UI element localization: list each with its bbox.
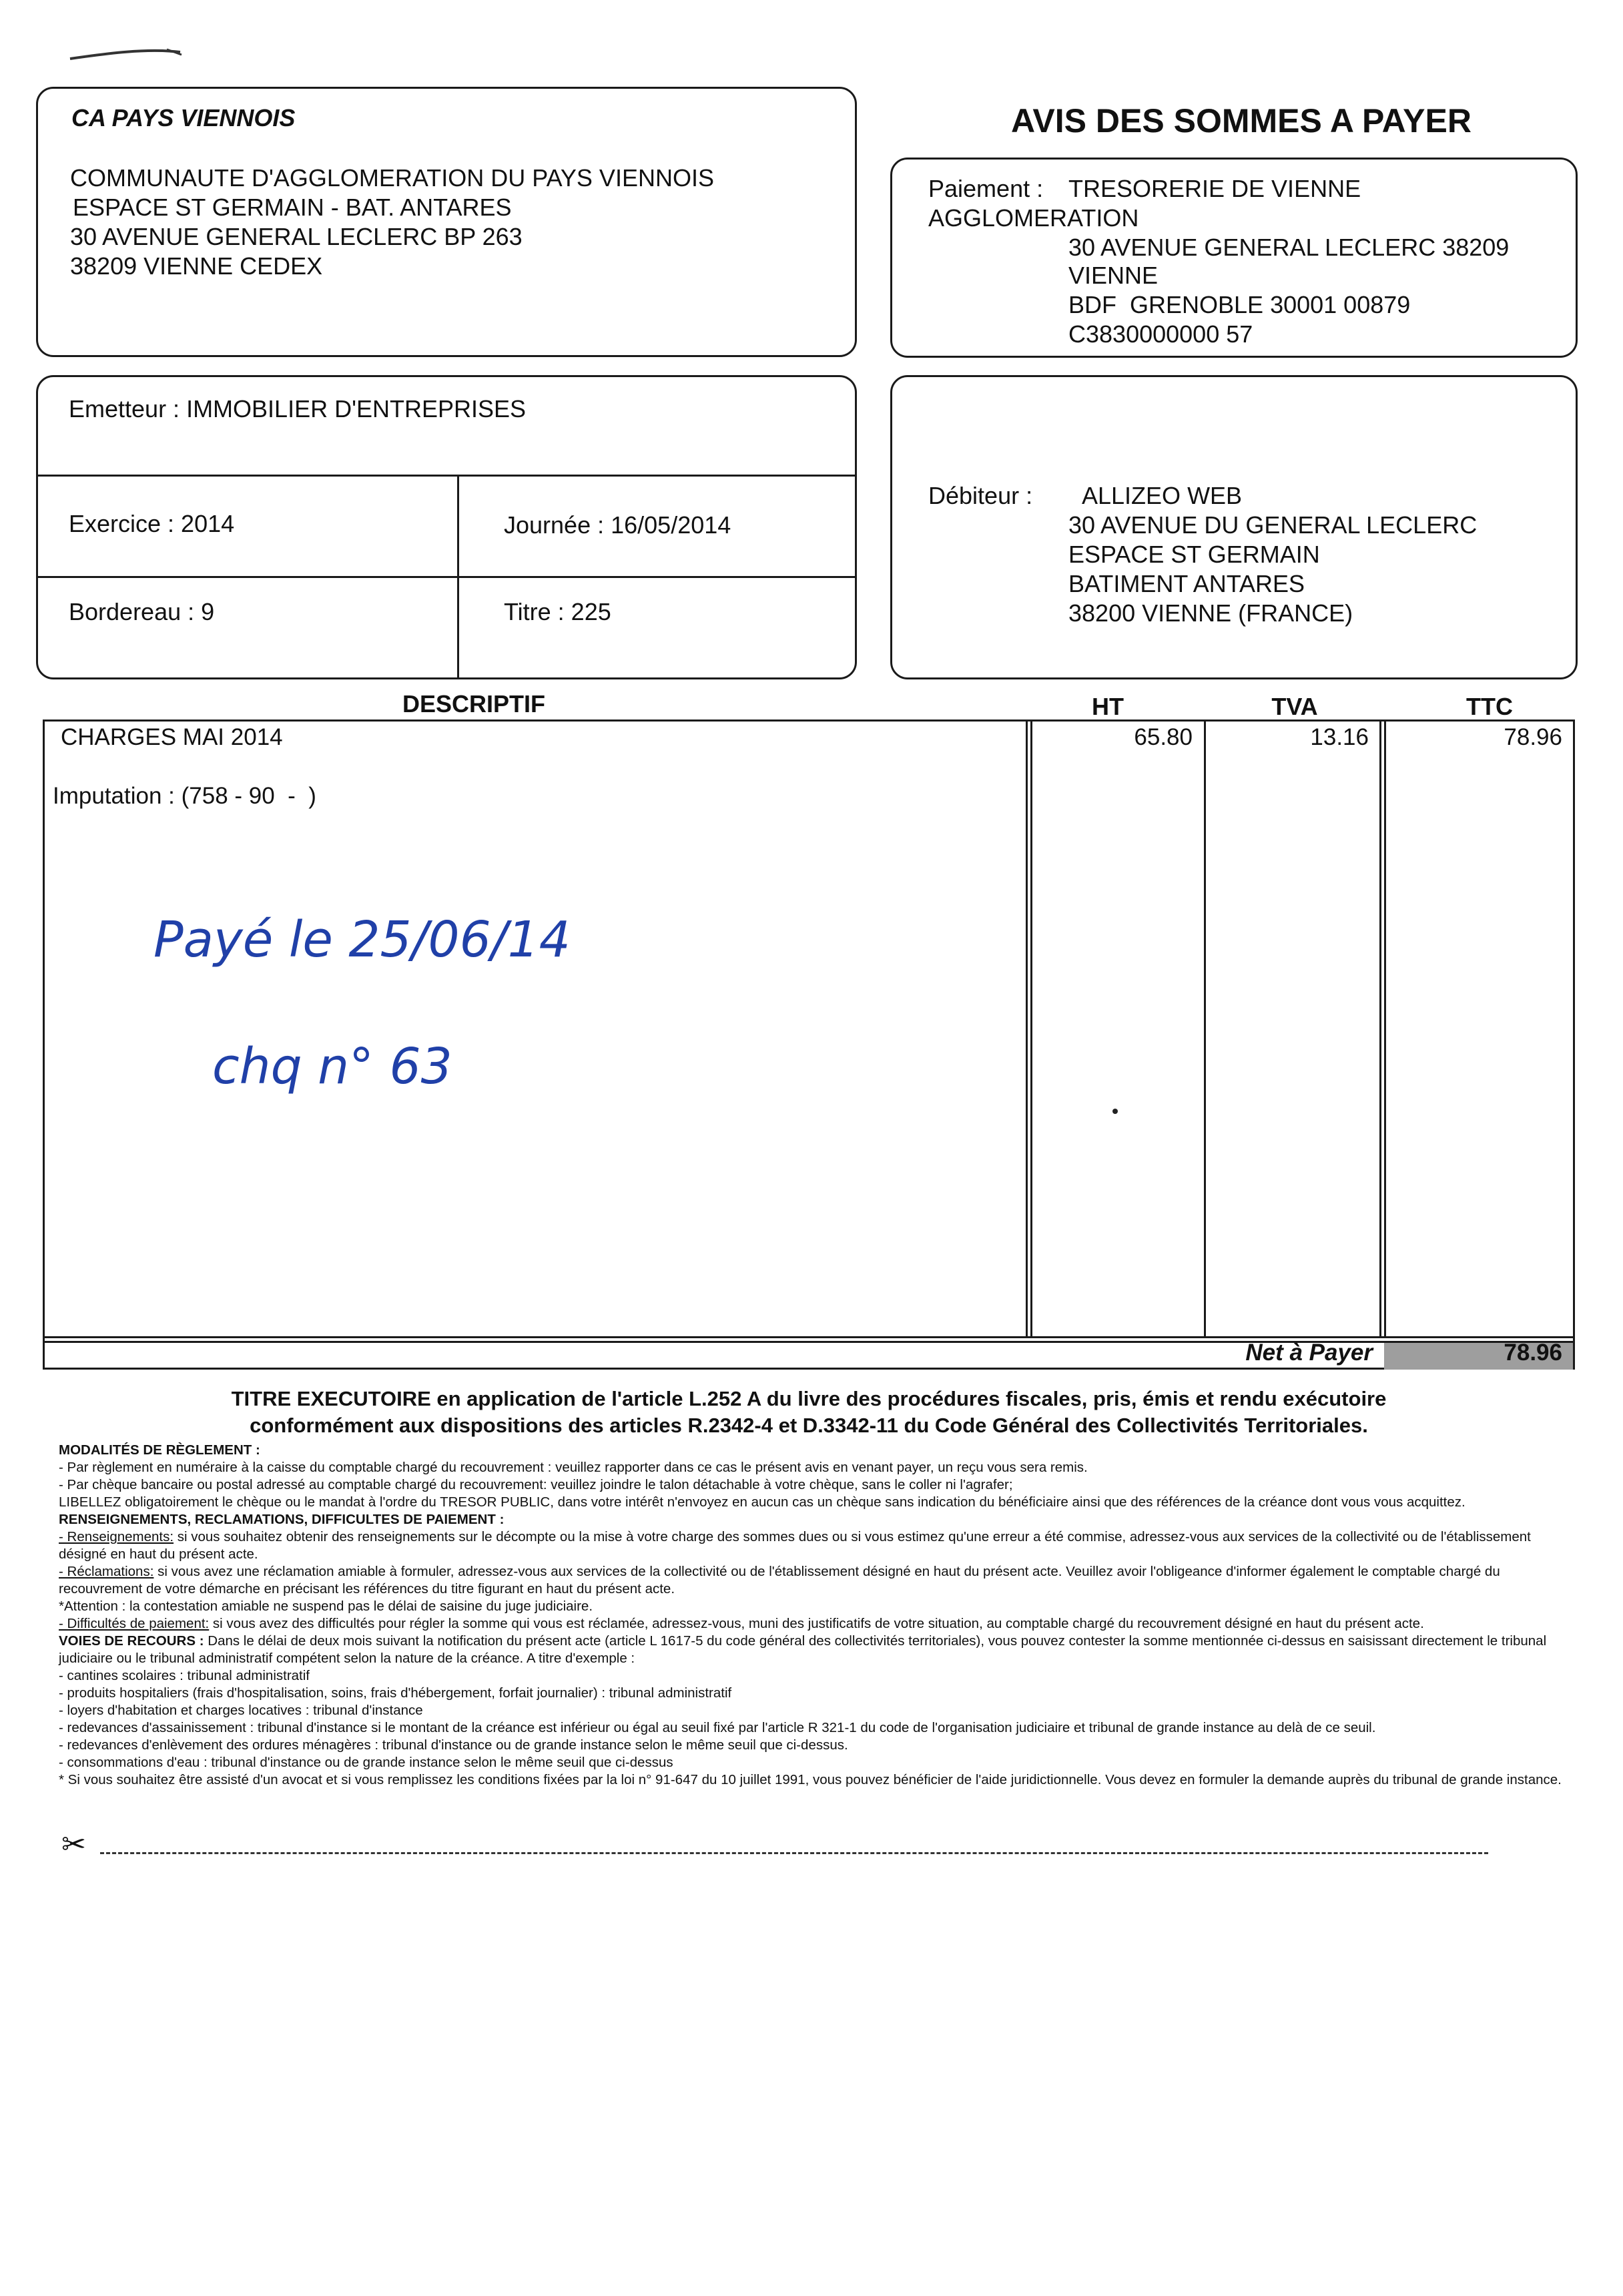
issuer-line-3: 30 AVENUE GENERAL LECLERC BP 263	[70, 223, 523, 250]
net-row-divider	[45, 1336, 1573, 1338]
handwritten-cheque-note: chq n° 63	[212, 1038, 452, 1095]
legal-line: si vous avez des difficultés pour régler la somme qui vous est réclamée, adressez-vous, muni des justificatifs de votre situation, au comptable chargé du recouvrement désigné en haut du présent acte.	[209, 1616, 1424, 1631]
debtor-box	[890, 375, 1578, 679]
legal-line: si vous avez une réclamation amiable à formuler, adressez-vous aux services de la collectivité ou de l'établissement désigné en haut du présent acte. Veuillez avoir l'obligeance d'informer également le comptable chargé du	[153, 1564, 1500, 1579]
payment-line-4: VIENNE	[1068, 262, 1159, 289]
legal-line: si vous souhaitez obtenir des renseignements sur le décompte ou la mise à votre charge des sommes dues ou si vous estimez qu'une erreur a été commise, adressez-vous aux services de la collectivité ou de l'établissement	[174, 1529, 1531, 1544]
legal-line: recouvrement de votre démarche en précisant les références du titre figurant en haut du présent acte.	[59, 1581, 675, 1597]
header-descriptif: DESCRIPTIF	[402, 690, 545, 718]
emitter-box	[36, 375, 857, 679]
payment-line-6: C3830000000 57	[1068, 320, 1253, 348]
legal-line: désigné en haut du présent acte.	[59, 1546, 258, 1562]
col-divider-desc	[1026, 722, 1028, 1338]
legal-line: judiciaire ou le tribunal administratif compétent selon la nature de la créance. A titre d'exemple :	[59, 1651, 635, 1666]
emitter-divider-2	[38, 576, 855, 578]
issuer-name: CA PAYS VIENNOIS	[71, 104, 296, 131]
emitter-divider-v	[457, 475, 459, 679]
legal-line: - redevances d'assainissement : tribunal d'instance si le montant de la créance est inférieur ou égal au seuil fixé par l'article R 321-1 du code de l'organisation judiciaire et tribunal de grande instance au delà de ce seuil.	[59, 1720, 1376, 1735]
debtor-label: Débiteur :	[928, 482, 1033, 509]
legal-line: Dans le délai de deux mois suivant la notification du présent acte (article L 1617-5 du code général des collectivités territoriales), vous pouvez contester la somme mentionnée ci-dessus en saisissant directement le tribunal	[204, 1633, 1547, 1649]
col-divider-ht	[1204, 722, 1206, 1338]
line-item-description: CHARGES MAI 2014	[61, 724, 283, 750]
payment-line-5: BDF GRENOBLE 30001 00879	[1068, 291, 1411, 318]
net-value: 78.96	[1504, 1340, 1562, 1366]
issuer-line-4: 38209 VIENNE CEDEX	[70, 252, 323, 280]
header-ttc: TTC	[1466, 693, 1513, 720]
header-ht: HT	[1092, 693, 1124, 720]
journee-field: Journée : 16/05/2014	[504, 511, 731, 539]
legal-heading-voies: VOIES DE RECOURS :	[59, 1633, 204, 1649]
col-divider-desc-2	[1030, 722, 1032, 1338]
legal-line: - consommations d'eau : tribunal d'instance ou de grande instance selon le même seuil que ci-dessus	[59, 1755, 673, 1770]
col-divider-tva-2	[1384, 722, 1386, 1338]
emitter-text: Emetteur : IMMOBILIER D'ENTREPRISES	[69, 395, 527, 422]
issuer-box	[36, 87, 857, 357]
legal-heading-modalites: MODALITÉS DE RÈGLEMENT :	[59, 1442, 260, 1458]
payment-line-3: 30 AVENUE GENERAL LECLERC 38209	[1068, 234, 1510, 261]
col-divider-tva	[1379, 722, 1381, 1338]
debtor-line-2: 30 AVENUE DU GENERAL LECLERC	[1068, 511, 1478, 539]
debtor-line-5: 38200 VIENNE (FRANCE)	[1068, 599, 1353, 627]
pen-stroke-mark	[67, 40, 187, 67]
scissors-icon: ✂	[61, 1828, 86, 1861]
cut-line	[100, 1852, 1488, 1854]
titre-field: Titre : 225	[504, 598, 611, 625]
issuer-line-1: COMMUNAUTE D'AGGLOMERATION DU PAYS VIENNOIS	[70, 164, 714, 192]
debtor-line-1: ALLIZEO WEB	[1082, 482, 1243, 509]
emitter-divider-1	[38, 475, 855, 477]
exercice-field: Exercice : 2014	[69, 510, 235, 537]
header-tva: TVA	[1271, 693, 1318, 720]
line-item-ttc: 78.96	[1504, 724, 1562, 750]
legal-line: * Si vous souhaitez être assisté d'un avocat et si vous remplissez les conditions fixées par la loi n° 91-647 du 10 juillet 1991, vous pouvez bénéficier de l'aide juridictionnelle. Vous devez en formuler la demande auprès du tribunal de grande instance.	[59, 1772, 1562, 1787]
debtor-line-4: BATIMENT ANTARES	[1068, 570, 1305, 597]
legal-line: - cantines scolaires : tribunal administratif	[59, 1668, 310, 1683]
line-item-tva: 13.16	[1310, 724, 1369, 750]
payment-box	[890, 158, 1578, 358]
handwritten-payment-note: Payé le 25/06/14	[153, 911, 571, 968]
legal-notice	[59, 1442, 1587, 1789]
legal-line: - Par règlement en numéraire à la caisse du comptable chargé du recouvrement : veuillez rapporter dans ce cas le présent avis en venant payer, un reçu vous sera remis.	[59, 1460, 1088, 1475]
legal-subheading: - Renseignements:	[59, 1529, 174, 1544]
legal-line: - loyers d'habitation et charges locatives : tribunal d'instance	[59, 1703, 423, 1718]
legal-title-1: TITRE EXECUTOIRE en application de l'article L.252 A du livre des procédures fiscales, pris, émis et rendu exécutoire	[231, 1387, 1387, 1410]
line-item-ht: 65.80	[1134, 724, 1193, 750]
legal-line: *Attention : la contestation amiable ne suspend pas le délai de saisine du juge judiciaire.	[59, 1599, 593, 1614]
legal-subheading: - Réclamations:	[59, 1564, 154, 1579]
document-title: AVIS DES SOMMES A PAYER	[1011, 102, 1472, 139]
issuer-line-2: ESPACE ST GERMAIN - BAT. ANTARES	[73, 194, 512, 221]
legal-line: - produits hospitaliers (frais d'hospitalisation, soins, frais d'hébergement, forfait journalier) : tribunal administratif	[59, 1685, 732, 1701]
legal-line: - redevances d'enlèvement des ordures ménagères : tribunal d'instance ou de grande instance selon le même seuil que ci-dessus.	[59, 1737, 848, 1753]
payment-label: Paiement :	[928, 175, 1044, 202]
small-mark	[1112, 1109, 1118, 1114]
debtor-line-3: ESPACE ST GERMAIN	[1068, 541, 1320, 568]
line-item-imputation: Imputation : (758 - 90 - )	[53, 783, 316, 809]
payment-line-2: AGGLOMERATION	[928, 204, 1139, 232]
legal-subheading: - Difficultés de paiement:	[59, 1616, 210, 1631]
legal-line: LIBELLEZ obligatoirement le chèque ou le mandat à l'ordre du TRESOR PUBLIC, dans votre intérêt n'envoyez en aucun cas un chèque sans indication du bénéficiaire ainsi que des références de la créance dont vous vous acquittez.	[59, 1494, 1466, 1510]
net-label: Net à Payer	[1245, 1340, 1373, 1366]
legal-line: - Par chèque bancaire ou postal adressé au comptable chargé du recouvrement: veuillez joindre le talon détachable à votre chèque, sans le coller ni l'agrafer;	[59, 1477, 1013, 1492]
bordereau-field: Bordereau : 9	[69, 598, 215, 625]
legal-title-2: conformément aux dispositions des articles R.2342-4 et D.3342-11 du Code Général des Collectivités Territoriales.	[250, 1414, 1368, 1437]
legal-heading-renseignements: RENSEIGNEMENTS, RECLAMATIONS, DIFFICULTES DE PAIEMENT :	[59, 1512, 505, 1527]
payment-line-1: TRESORERIE DE VIENNE	[1068, 175, 1361, 202]
